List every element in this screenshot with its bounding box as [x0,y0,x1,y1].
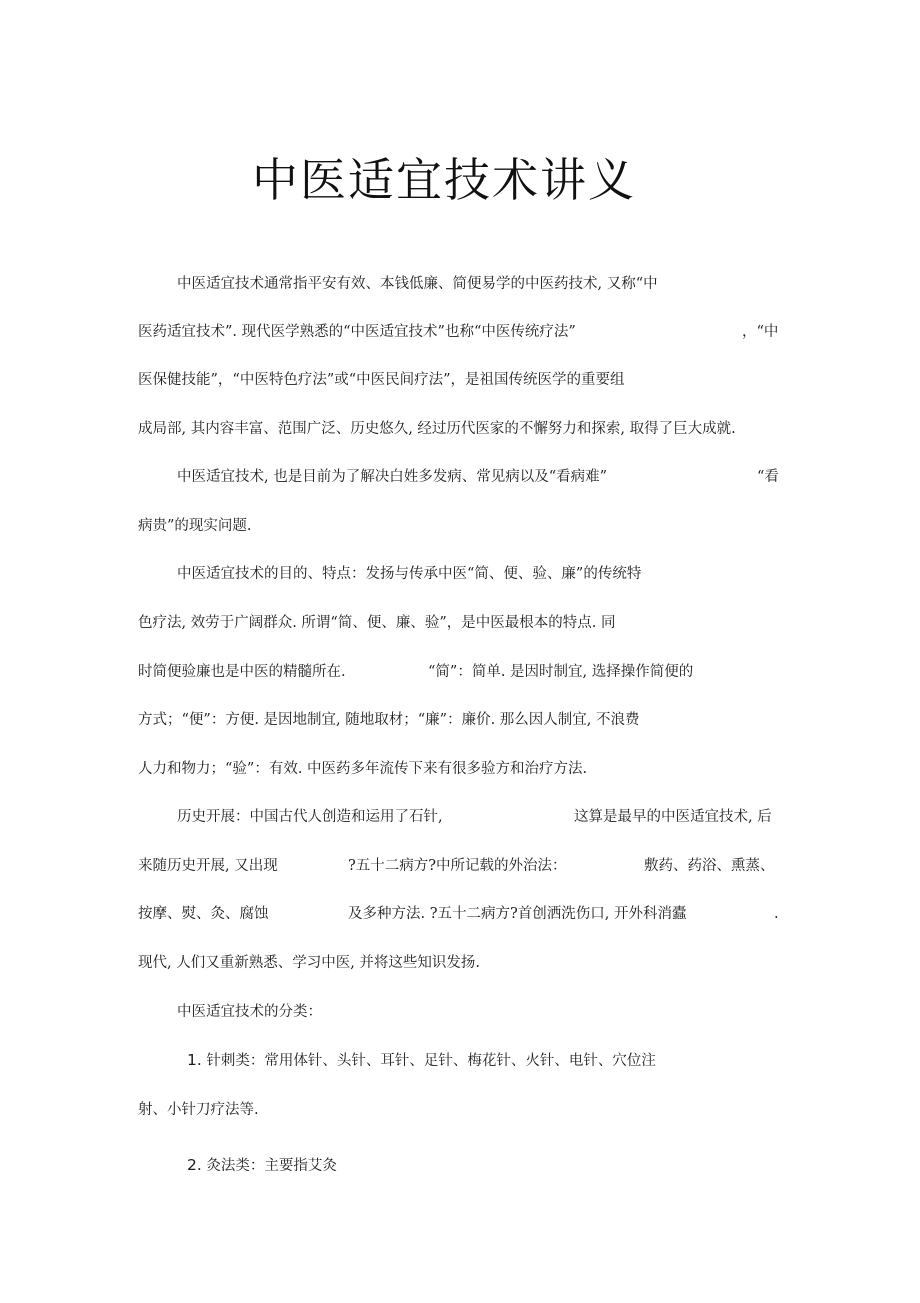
text-segment: 按摩、熨、灸、腐蚀 [138,906,269,922]
text-segment: “看 [757,469,779,485]
text-segment: 历史开展：中国古代人创造和运用了石针, [177,809,443,825]
text-segment: 这算是最早的中医适宜技术, 后 [574,809,772,825]
list-text: 针刺类：常用体针、头针、耳针、足针、梅花针、火针、电针、穴位注 [206,1053,656,1069]
list-item [187,1154,337,1177]
text-segment: ?五十二病方?中所记载的外治法： [348,858,567,874]
list-number: 1. [187,1051,202,1069]
paragraph-line: 中医适宜技术通常指平安有效、本钱低廉、简便易学的中医药技术, 又称“中 [177,276,658,292]
paragraph-line: 色疗法, 效劳于广阔群众. 所谓“简、便、廉、验”，是中医最根本的特点. 同 [138,615,616,631]
list-text: 灸法类：主要指艾灸 [206,1158,337,1174]
text-segment: 医药适宜技术”. 现代医学熟悉的“中医适宜技术”也称“中医传统疗法” [138,324,576,340]
text-segment: 时简便验廉也是中医的精髓所在. [138,664,346,680]
paragraph-line: 人力和物力；“验”：有效. 中医药多年流传下来有很多验方和治疗方法. [138,761,588,777]
paragraph-line: 射、小针刀疗法等. [138,1102,259,1118]
paragraph-line: 现代, 人们又重新熟悉、学习中医, 并将这些知识发扬. [138,955,481,971]
paragraph-line: 成局部, 其内容丰富、范围广泛、历史悠久, 经过历代医家的不懈努力和探索, 取得了巨大成就. [138,421,736,437]
text-segment: . [774,906,779,922]
text-segment: 及多种方法. ?五十二病方?首创洒洗伤口, 开外科消蠹 [348,906,687,922]
list-item [187,1049,656,1072]
text-segment: 来随历史开展, 又出现 [138,858,278,874]
document-title: 中医适宜技术讲义 [252,153,636,207]
paragraph-line: 医保健技能”，“中医特色疗法”或“中医民间疗法”，是祖国传统医学的重要组 [138,372,625,388]
text-segment: 中医适宜技术, 也是目前为了解决白姓多发病、常见病以及“看病难” [177,469,608,485]
list-number: 2. [187,1156,202,1174]
text-segment: 敷药、药浴、熏蒸、 [644,858,775,874]
section-heading: 中医适宜技术的分类： [177,1004,322,1020]
text-segment: “简”：简单. 是因时制宜, 选择操作简便的 [428,664,694,680]
text-segment: ，“中 [742,324,779,340]
paragraph-line: 方式；“便”：方便. 是因地制宜, 随地取材；“廉”：廉价. 那么因人制宜, 不浪费 [138,712,640,728]
paragraph-line: 中医适宜技术的目的、特点：发扬与传承中医“简、便、验、廉”的传统特 [177,566,642,582]
paragraph-line: 病贵”的现实问题. [138,518,252,534]
